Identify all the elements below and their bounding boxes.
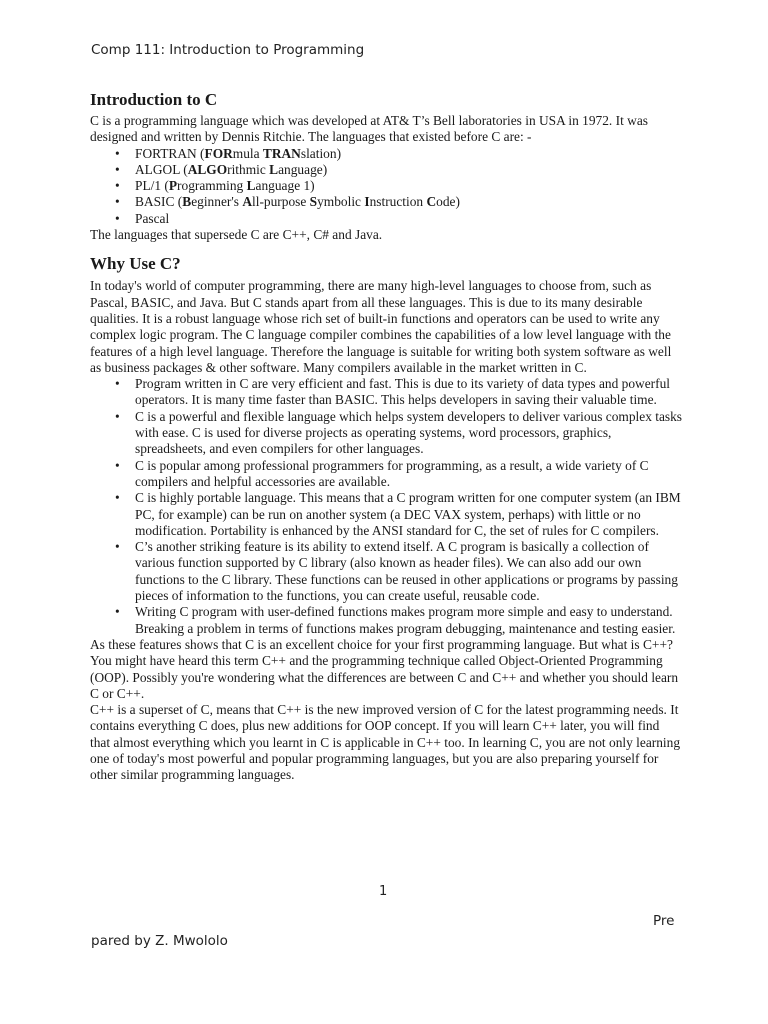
list-item: • C is popular among professional programmers for programming, as a result, a wide variety of C compilers and helpful accessories are available.: [135, 458, 682, 491]
list-item: • ALGOL (ALGOrithmic Language): [135, 162, 682, 178]
document-body: [90, 90, 682, 784]
footer-prepared-part2: pared by Z. Mwololo: [91, 933, 228, 949]
cpp-superset-paragraph: C++ is a superset of C, means that C++ is the new improved version of C for the latest programming needs. It contains everything C does, plus new additions for OOP concept. If you will learn C++ later, you will find that almost everything which you learnt in C is applicable in C++ too. In learning C, you are not only learning one of today's most powerful and popular programming languages, but you are also preparing yourself for other similar programming languages.: [90, 702, 681, 783]
list-item: • Program written in C are very efficient and fast. This is due to its variety of data types and powerful operators. It is many time faster than BASIC. This helps developers in saving their valuable time.: [135, 376, 682, 409]
page-header: Comp 111: Introduction to Programming: [91, 42, 365, 58]
supersede-paragraph: The languages that supersede C are C++, C# and Java.: [90, 227, 383, 243]
intro-paragraph: C is a programming language which was developed at AT& T’s Bell laboratories in USA in 1972. It was designed and written by Dennis Ritchie. The languages that existed before C are: -: [90, 113, 648, 145]
page-number: 1: [379, 884, 388, 899]
section-title-why: Why Use C?: [90, 254, 181, 274]
list-item: • PL/1 (Programming Language 1): [135, 178, 682, 194]
list-item: • BASIC (Beginner's All-purpose Symbolic Instruction Code): [135, 194, 682, 210]
list-item: • C is a powerful and flexible language which helps system developers to deliver various complex tasks with ease. C is used for diverse projects as operating systems, word processors, graphics, spreadsheets, and even compilers for other languages.: [135, 409, 682, 458]
list-item: • C is highly portable language. This means that a C program written for one computer system (an IBM PC, for example) can be run on another system (a DEC VAX system, perhaps) with little or no modification. Portability is enhanced by the ANSI standard for C, the set of rules for C compilers.: [135, 490, 682, 539]
list-item: • FORTRAN (FORmula TRANslation): [135, 146, 682, 162]
list-item: • Writing C program with user-defined functions makes program more simple and easy to understand. Breaking a problem in terms of functions makes program debugging, maintenance and testing easier.: [135, 604, 682, 637]
languages-list: [90, 146, 682, 227]
why-paragraph: In today's world of computer programming, there are many high-level languages to choose from, such as Pascal, BASIC, and Java. But C stands apart from all these languages. This is due to its many desirable qualities. It is a robust language whose rich set of built-in functions and operators can be used to write any complex logic program. The C language compiler combines the capabilities of a low level language with the features of a high level language. Therefore the language is suitable for writing both system software as well as business packages & other software. Many compilers available in the market written in C.: [90, 278, 672, 375]
list-item: • C’s another striking feature is its ability to extend itself. A C program is basically a collection of various function supported by C library (also known as header files). We can also add our own functions to the C library. These functions can be reused in other applications or programs by passing pieces of information to the functions, you can create useful, reusable code.: [135, 539, 682, 604]
cpp-question-paragraph: As these features shows that C is an excellent choice for your first programming language. But what is C++? You might have heard this term C++ and the programming technique called Object-Oriented Programming (OOP). Possibly you're wondering what the differences are between C and C++ and whether you should learn C or C++.: [90, 636, 679, 701]
section-title-intro: Introduction to C: [90, 90, 218, 109]
list-item: • Pascal: [135, 211, 682, 227]
features-list: [90, 376, 682, 637]
footer-prepared-part1: Pre: [653, 913, 675, 929]
